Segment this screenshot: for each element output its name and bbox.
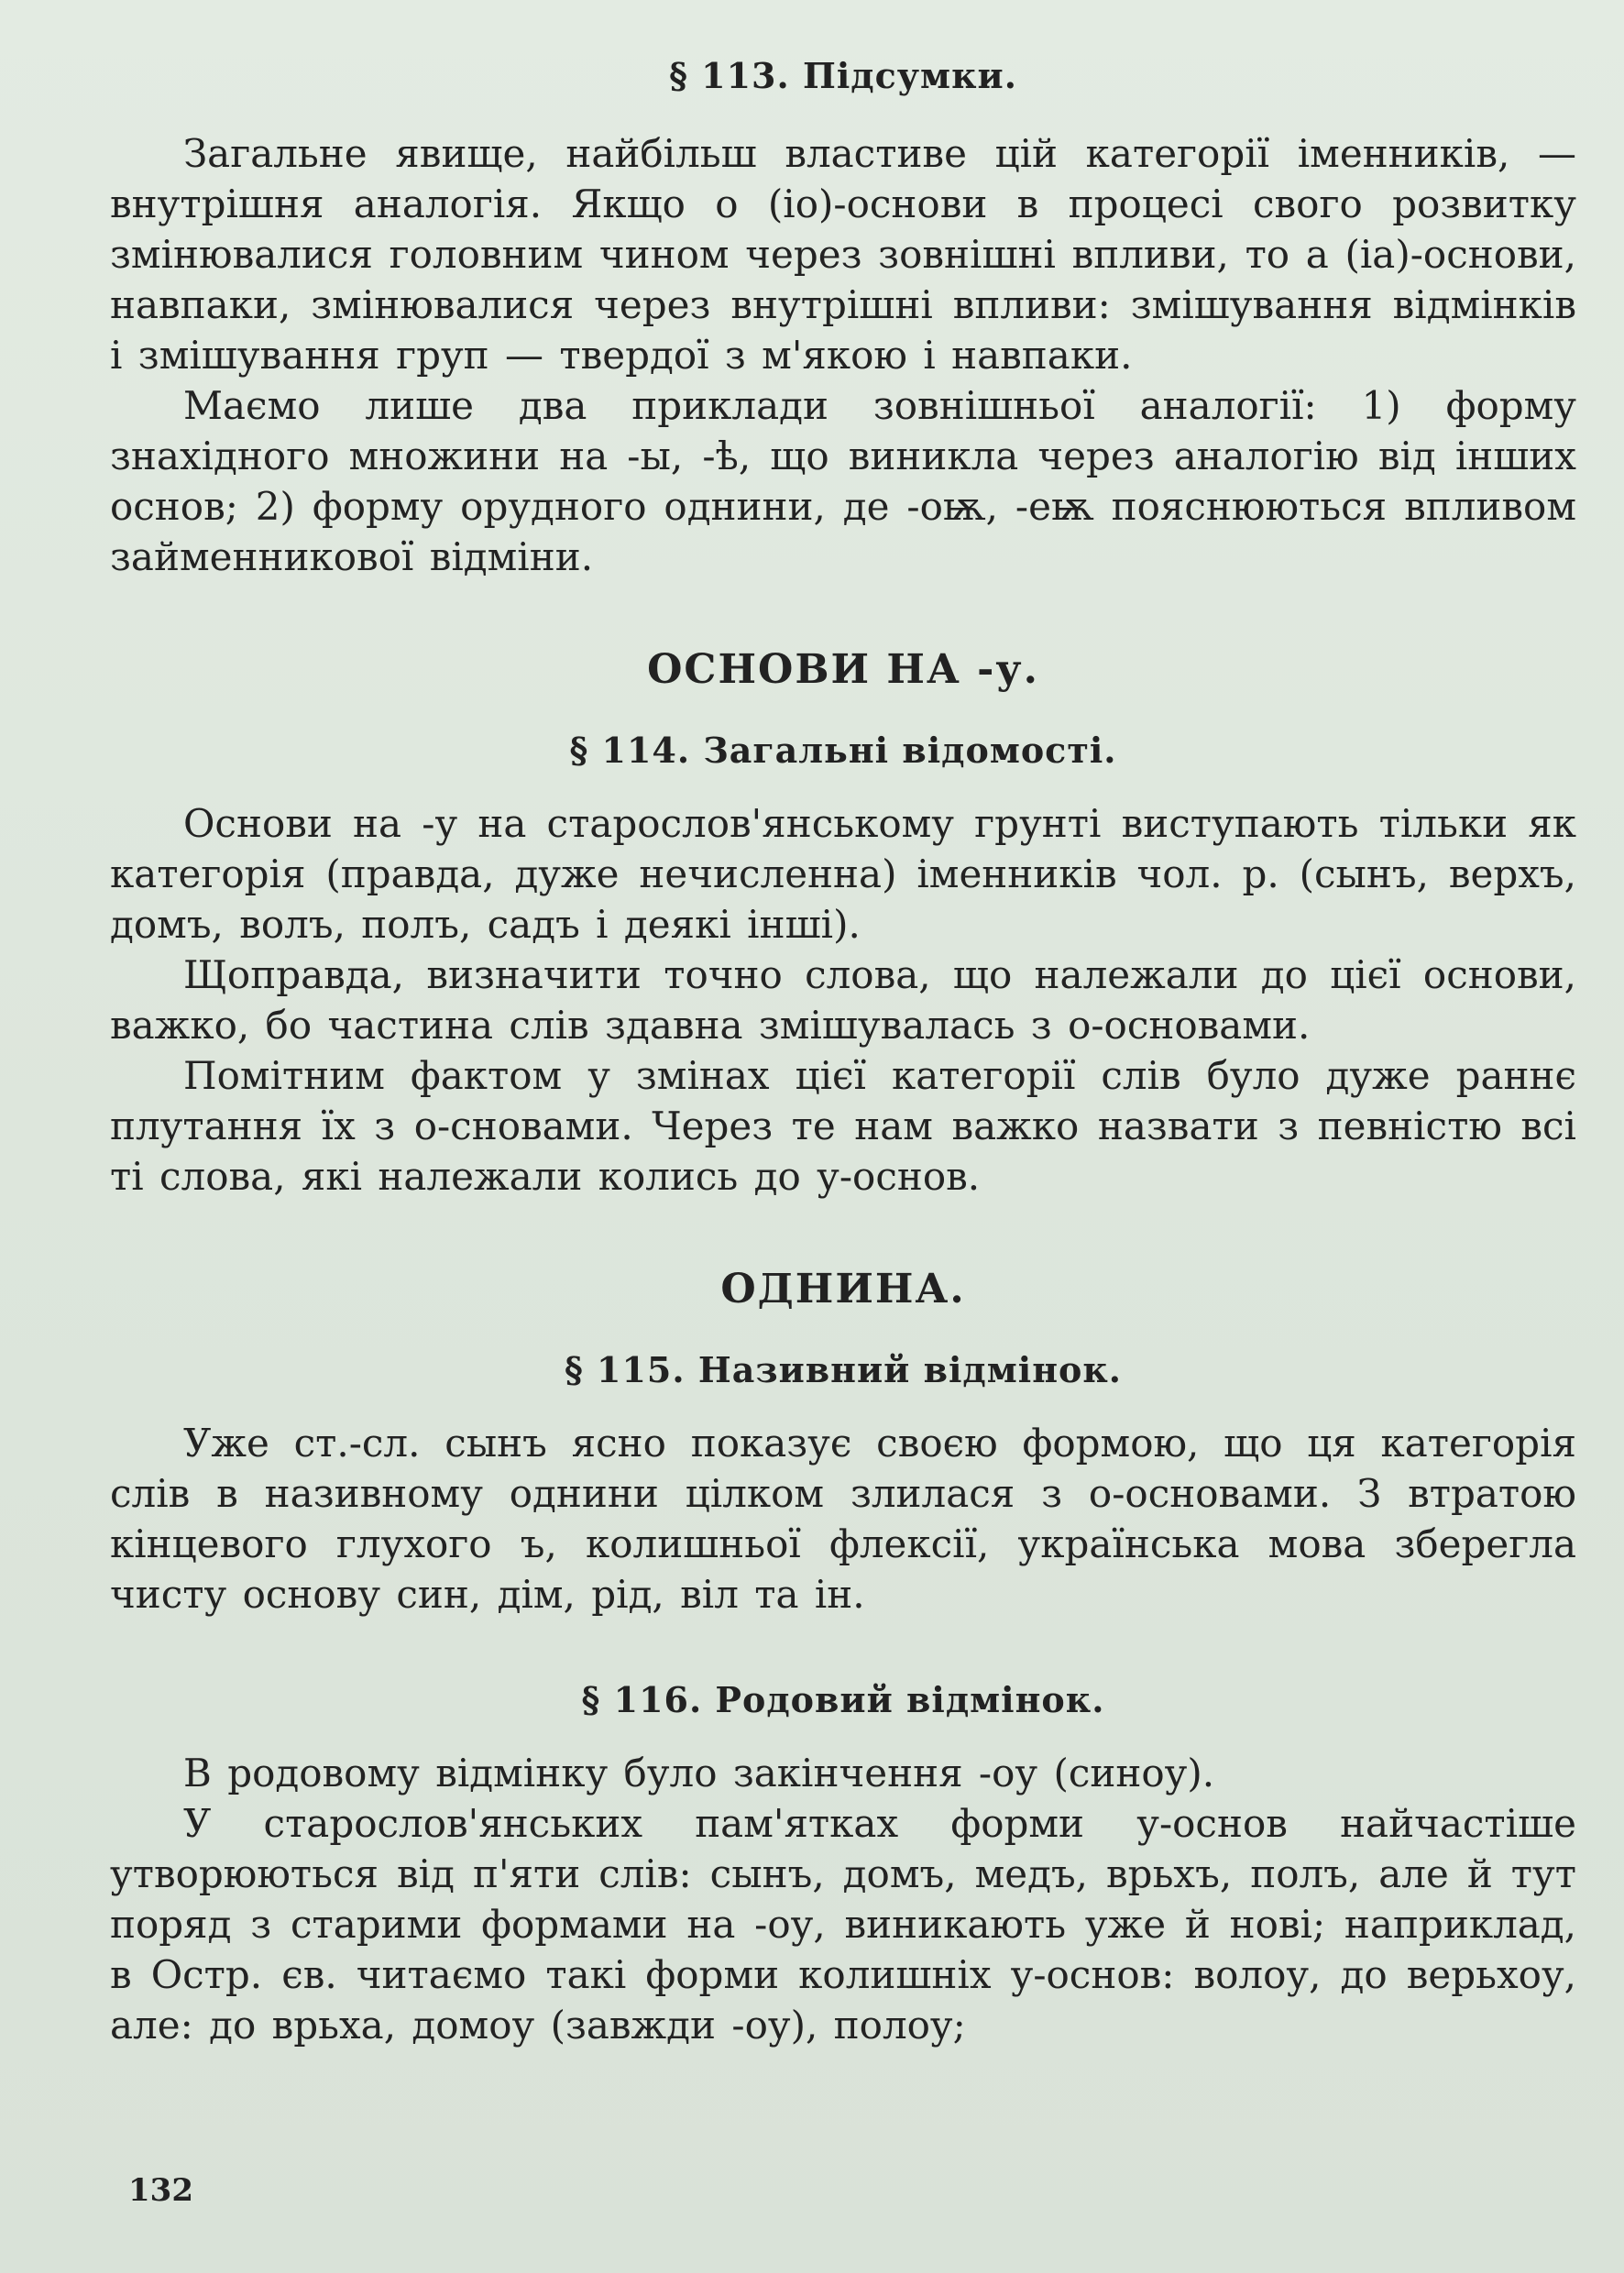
section-113-paragraph-2: Маємо лише два приклади зовнішньої аналогії: 1) форму знахідного множини на -ы, -ѣ, що виникла через аналогію від інших основ; 2) форму орудного однини, де -оѭ, -еѭ пояснюються впливом займенникової відміни. <box>110 383 1576 579</box>
section-114-paragraph-3: Помітним фактом у змінах цієї категорії слів було дуже раннє плутання їх з о-сновами. Через те нам важко назвати з певністю всі ті слова, які належали колись до у-основ. <box>110 1053 1576 1199</box>
section-116-paragraph-1: В родовому відмінку було закінчення -оу (синоу). <box>183 1751 1215 1795</box>
section-116-title: § 116. Родовий відмінок. <box>581 1679 1105 1720</box>
section-116-paragraph-2: У старослов'янських пам'ятках форми у-основ найчастіше утворюються від п'яти слів: сынъ, домъ, медъ, врьхъ, полъ, але й тут поряд з старими формами на -оу, виникають уже й нові; наприклад, в Остр. єв. читаємо такі форми колишніх у-основ: волоу, до верьхоу, але: до врьха, домоу (завжди -оу), полоу; <box>110 1801 1576 2048</box>
page-content <box>110 46 1576 2050</box>
part-title-singular: ОДНИНА. <box>720 1266 966 1312</box>
part-title-u-stems: ОСНОВИ НА -у. <box>647 646 1039 693</box>
section-114-paragraph-2: Щоправда, визначити точно слова, що належали до цієї основи, важко, бо частина слів здавна змішувалась з о-основами. <box>110 952 1576 1048</box>
section-113-paragraph-1: Загальне явище, найбільш властиве цій категорії іменників, — внутрішня аналогія. Якщо о (іо)-основи в процесі свого розвитку змінювалися головним чином через зовнішні впливи, то а (іа)-основи, навпаки, змінювалися через внутрішні впливи: змішування відмінків і змішування груп — твердої з м'якою і навпаки. <box>110 131 1576 378</box>
section-114-paragraph-1: Основи на -у на старослов'янському грунті виступають тільки як категорія (правда, дуже нечисленна) іменників чол. р. (сынъ, верхъ, домъ, волъ, полъ, садъ і деякі інші). <box>110 801 1576 947</box>
section-115-paragraph-1: Уже ст.-сл. сынъ ясно показує своєю формою, що ця категорія слів в називному однини цілком злилася з о-основами. З втратою кінцевого глухого ъ, колишньої флексії, українська мова зберегла чисту основу син, дім, рід, віл та ін. <box>110 1421 1576 1617</box>
section-113-title: § 113. Підсумки. <box>669 55 1017 96</box>
section-115-title: § 115. Називний відмінок. <box>564 1349 1123 1390</box>
page-number: 132 <box>128 2172 193 2209</box>
section-114-title: § 114. Загальні відомості. <box>569 730 1117 771</box>
